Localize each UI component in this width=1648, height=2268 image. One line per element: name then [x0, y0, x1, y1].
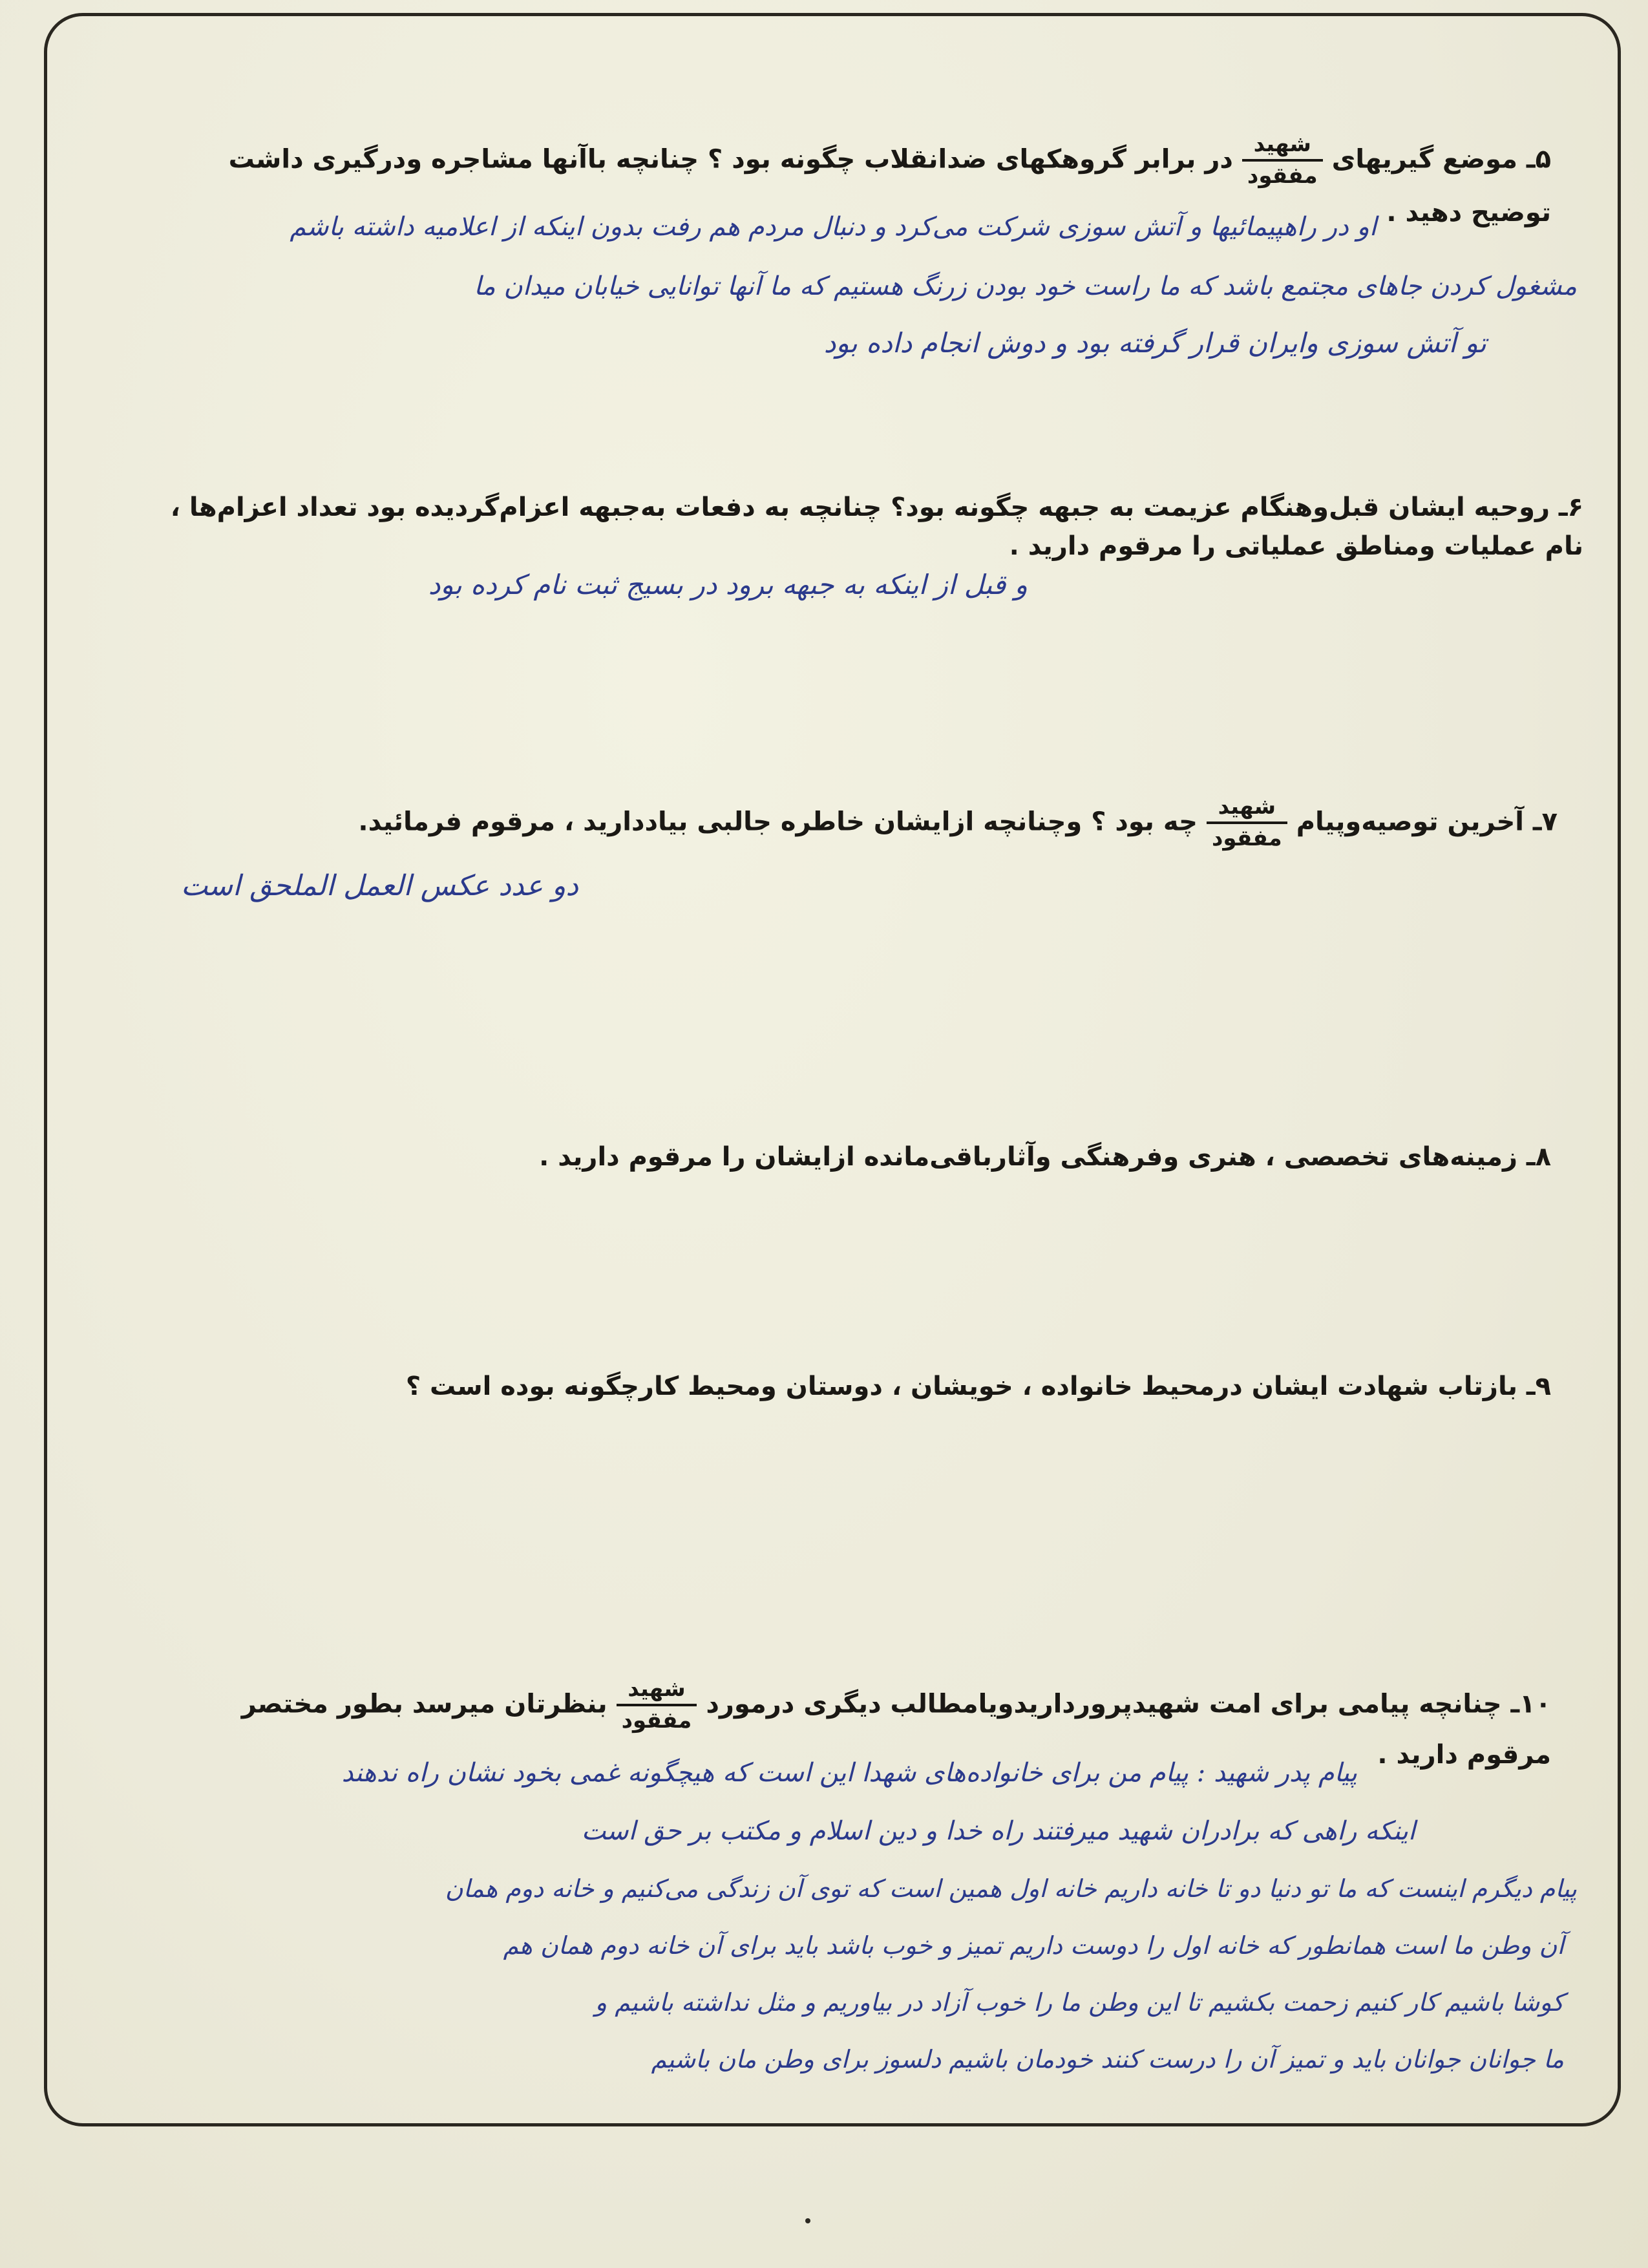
martyr-missing-fraction [1242, 132, 1323, 189]
question-10-part-2: بنظرتان میرسد بطور مختصر [241, 1689, 607, 1719]
answer-line: ما جوانان جوانان باید و تمیز آن را درست کنند خودمان باشیم دلسوز برای وطن مان باشیم [651, 2045, 1564, 2073]
question-6 [97, 491, 1583, 562]
answer-line: مشغول کردن جاهای مجتمع باشد که ما راست خود بودن زرنگ هستیم که ما آنها توانایی خیابان میدان ما [474, 271, 1577, 301]
answer-line: دو عدد عکس العمل الملحق است [180, 869, 578, 902]
fraction-numerator: شهید [1218, 794, 1276, 820]
question-10 [90, 1677, 1551, 1771]
answer-10-handwriting [341, 1758, 1577, 2073]
fraction-denominator: مفقود [621, 1708, 692, 1734]
fraction-denominator: مفقود [1247, 163, 1318, 189]
answer-line: اینکه راهی که برادران شهید میرفتند راه خدا و دین اسلام و مکتب بر حق است [581, 1816, 1415, 1846]
question-8 [259, 1141, 1551, 1173]
fraction-denominator: مفقود [1211, 825, 1282, 852]
question-9-line-1: ۹ـ بازتاب شهادت ایشان درمحیط خانواده ، خویشان ، دوستان ومحیط کارچگونه بوده است ؟ [405, 1372, 1551, 1401]
answer-line: پیام پدر شهید : پیام من برای خانواده‌های شهدا این است که هیچگونه غمی بخود نشان راه ندهند [341, 1758, 1357, 1788]
fraction-numerator: شهید [1253, 131, 1311, 157]
fraction-numerator: شهید [628, 1676, 686, 1702]
answer-6-handwriting [428, 569, 1028, 600]
martyr-missing-fraction [617, 1677, 697, 1733]
question-5-part-1: ۵ـ موضع گیریهای [1331, 144, 1551, 175]
answer-line: کوشا باشیم کار کنیم زحمت بکشیم تا این وطن ما را خوب آزاد در بیاوریم و مثل نداشته باشیم و [595, 1988, 1564, 2017]
question-5-part-2: در برابر گروهکهای ضدانقلاب چگونه بود ؟ چنانچه باآنها مشاجره ودرگیری داشت [228, 144, 1233, 175]
question-7 [123, 795, 1558, 851]
question-10-line-2: مرقوم دارید . [1377, 1739, 1551, 1770]
answer-line: پیام دیگرم اینست که ما تو دنیا دو تا خانه داریم خانه اول همین است که توی آن زندگی می‌کنیم و خانه دوم همان [445, 1874, 1577, 1903]
answer-line: آن وطن ما است همانطور که خانه اول را دوست داریم تمیز و خوب باشد باید برای آن خانه دوم همان هم [503, 1931, 1564, 1960]
question-6-line-1: ۶ـ روحیه ایشان قبل‌وهنگام عزیمت به جبهه چگونه بود؟ چنانچه به دفعات به‌جبهه اعزام‌گردیده بود تعداد اعزام‌ها ، [170, 493, 1583, 522]
question-9 [259, 1370, 1551, 1403]
answer-line: او در راهپیمائیها و آتش سوزی شرکت می‌کرد و دنبال مردم هم رفت بدون اینکه از اعلامیه داشته باشم [290, 212, 1377, 242]
question-7-part-1: ۷ـ آخرین توصیه‌وپیام [1296, 807, 1558, 837]
answer-5-handwriting [290, 212, 1577, 359]
answer-line: تو آتش سوزی وایران قرار گرفته بود و دوش انجام داده بود [823, 327, 1486, 359]
martyr-missing-fraction [1207, 795, 1287, 851]
answer-line: و قبل از اینکه به جبهه برود در بسیج ثبت نام کرده بود [428, 569, 1028, 600]
question-7-part-2: چه بود ؟ وچنانچه ازایشان خاطره جالبی بیاددارید ، مرقوم فرمائید. [358, 807, 1198, 837]
paper-mark [805, 2218, 810, 2223]
question-10-part-1: ۱۰ـ چنانچه پیامی برای امت شهیدپرورداریدویامطالب دیگری درمورد [706, 1689, 1551, 1719]
question-7-line-1 [123, 795, 1558, 851]
question-5-line-1 [90, 132, 1551, 189]
question-5-line-2: توضیح دهید . [1386, 197, 1551, 228]
question-10-line-1 [90, 1677, 1551, 1733]
question-8-line-1: ۸ـ زمینه‌های تخصصی ، هنری وفرهنگی وآثارباقی‌مانده ازایشان را مرقوم دارید . [539, 1142, 1551, 1172]
answer-7-handwriting [181, 869, 578, 902]
question-6-line-2: نام عملیات ومناطق عملیاتی را مرقوم دارید . [1009, 531, 1583, 561]
